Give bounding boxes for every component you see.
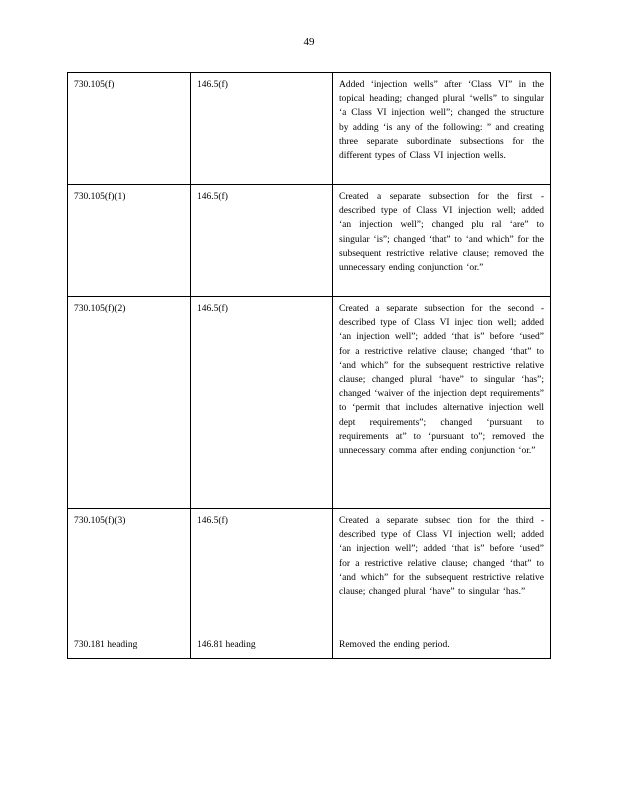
table-row xyxy=(68,635,551,659)
old-section-cell: 730.105(f)(1) xyxy=(68,185,191,297)
table-row xyxy=(68,297,551,509)
new-section-cell: 146.5(f) xyxy=(191,297,333,509)
new-section-cell: 146.81 heading xyxy=(191,635,333,659)
old-section-cell: 730.181 heading xyxy=(68,635,191,659)
old-section-cell: 730.105(f)(3) xyxy=(68,509,191,635)
description-cell: Created a separate subsec tion for the third -described type of Class VI injection well; added ‘an injection well”; added ‘that is” before ‘used” for a restrictive relative clause; changed ‘that” to ‘and which” for the subsequent restrictive relative clause; changed plural ‘have” to singular ‘has.” xyxy=(333,509,551,635)
table-row xyxy=(68,185,551,297)
new-section-cell: 146.5(f) xyxy=(191,185,333,297)
description-cell: Added ‘injection wells” after ‘Class VI” in the topical heading; changed plural ‘wells” to singular ‘a Class VI injection well”; changed the structure by adding ‘is any of the following: ” and creating three separate subordinate subsections for the different types of Class VI injection wells. xyxy=(333,73,551,185)
table-row xyxy=(68,509,551,635)
new-section-cell: 146.5(f) xyxy=(191,509,333,635)
description-cell: Created a separate subsection for the second - described type of Class VI injec tion well; added ‘an injection well”; added ‘that is” before ‘used” for a restrictive relative clause; changed ‘that” to ‘and which” for the subsequent restrictive relative clause; changed plural ‘have” to singular ‘has”; changed ‘waiver of the injection dept requirements” to ‘permit that includes alternative injection well dept requirements”; changed ‘pursuant to requirements at” to ‘pursuant to”; removed the unnecessary comma after ending conjunction ‘or.” xyxy=(333,297,551,509)
old-section-cell: 730.105(f)(2) xyxy=(68,297,191,509)
description-cell: Removed the ending period. xyxy=(333,635,551,659)
table-row xyxy=(68,73,551,185)
description-cell: Created a separate subsection for the first - described type of Class VI injection well; added ‘an injection well”; changed plu ral ‘are” to singular ‘is”; changed ‘that” to ‘and which” for the subsequent restrictive relative clause; removed the unnecessary ending conjunction ‘or.” xyxy=(333,185,551,297)
old-section-cell: 730.105(f) xyxy=(68,73,191,185)
cross-reference-table xyxy=(67,72,551,659)
new-section-cell: 146.5(f) xyxy=(191,73,333,185)
page-number: 49 xyxy=(303,36,315,48)
